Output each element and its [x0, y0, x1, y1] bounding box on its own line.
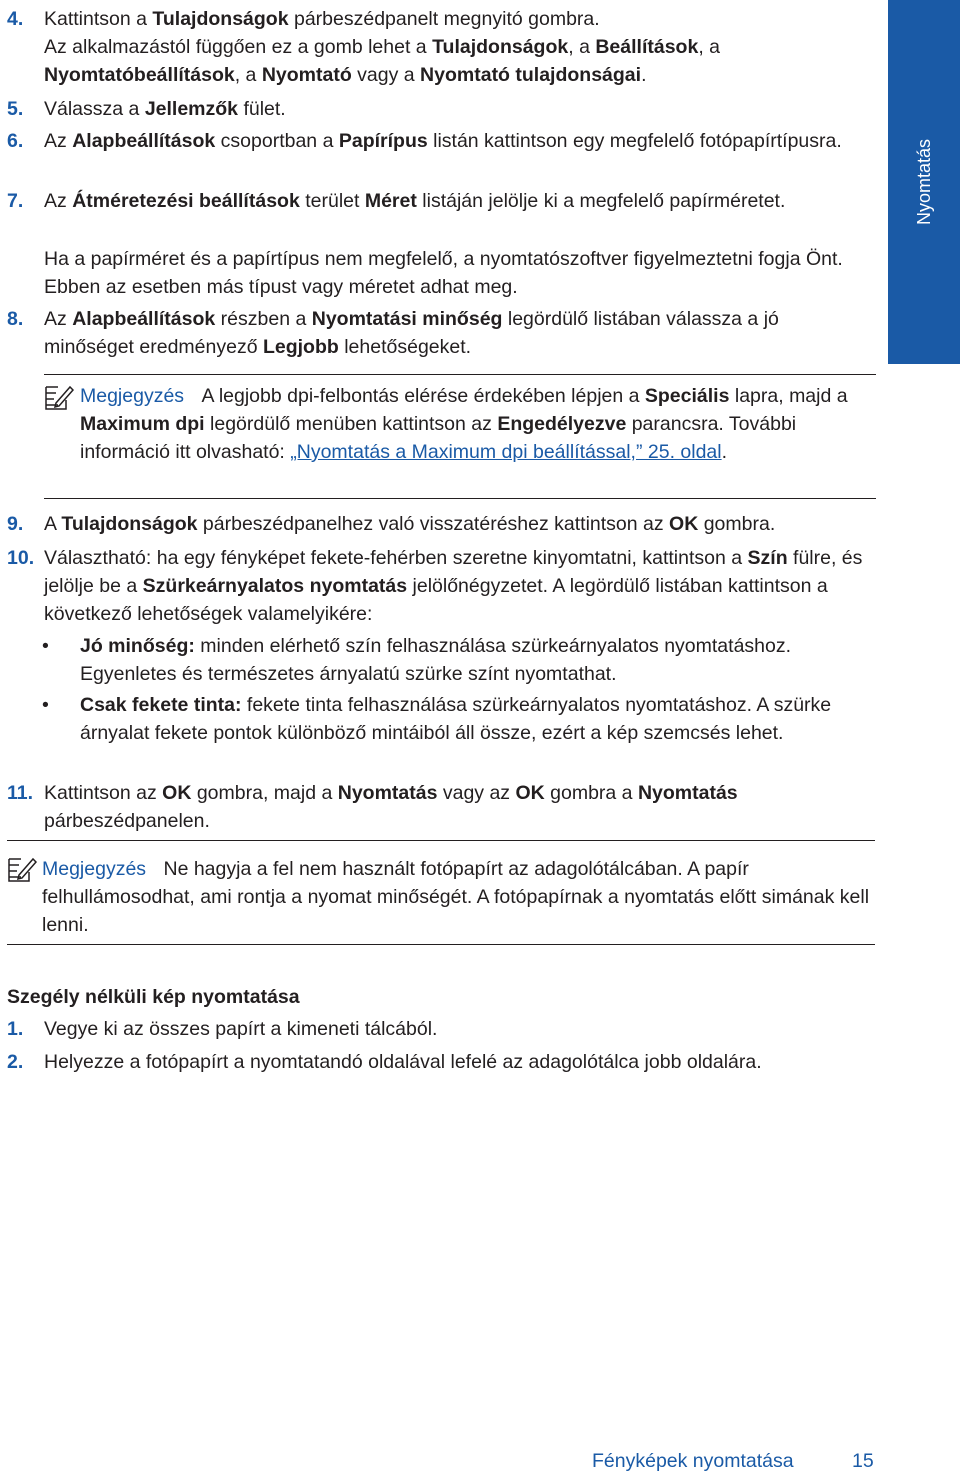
step-8-text: Az Alapbeállítások részben a Nyomtatási minőség legördülő listában válassza a jó minőséget eredményező Legjobb lehetőségeket.: [44, 308, 779, 358]
step-number-5: 5.: [7, 98, 24, 120]
note-2-body: Megjegyzés Ne hagyja a fel nem használt fotópapírt az adagolótálcában. A papír felhullámosodhat, ami rontja a nyomat minőségét. A fotópapírnak a nyomtatás előtt simának kell lenni.: [42, 858, 870, 936]
note-1-body: Megjegyzés A legjobb dpi-felbontás elérése érdekében lépjen a Speciális lapra, majd a Maximum dpi legördülő menüben kattintson az Engedélyezve parancsra. További információ itt olvasható: „Nyomtatás a Maximum dpi beállítással,” 25. oldal.: [80, 385, 848, 463]
section-step-1-text: Vegye ki az összes papírt a kimeneti tálcából.: [44, 1018, 438, 1040]
step-10-text: Választható: ha egy fényképet fekete-fehérben szeretne kinyomtatni, kattintson a Szín fülre, és jelölje be a Szürkeárnyalatos nyomtatás jelölőnégyzetet. A legördülő listában kattintson a következő lehetőségek valamelyikére:: [44, 547, 863, 625]
note-1-bottom-rule: [44, 498, 876, 499]
step-7-subtext: Ha a papírméret és a papírtípus nem megfelelő, a nyomtatószoftver figyelmeztetni fogja Önt. Ebben az esetben más típust vagy méretet adhat meg.: [44, 248, 843, 298]
footer-chapter-title: Fényképek nyomtatása: [592, 1450, 794, 1472]
step-number-11: 11.: [7, 782, 34, 804]
step-7-text: Az Átméretezési beállítások terület Méret listáján jelölje ki a megfelelő papírméretet.: [44, 190, 786, 212]
step-number-7: 7.: [7, 190, 24, 212]
note-icon: [44, 384, 74, 410]
bullet-dot: •: [42, 694, 49, 716]
step-9-text: A Tulajdonságok párbeszédpanelhez való visszatéréshez kattintson az OK gombra.: [44, 513, 776, 535]
step-4-subtext: Az alkalmazástól függően ez a gomb lehet a Tulajdonságok, a Beállítások, a Nyomtatóbeállítások, a Nyomtató vagy a Nyomtató tulajdonságai.: [44, 36, 720, 86]
note-1-label: Megjegyzés: [80, 385, 185, 407]
note-2-bottom-rule: [7, 944, 875, 945]
bullet-item-2: Csak fekete tinta: fekete tinta felhasználása szürkeárnyalatos nyomtatáshoz. A szürke árnyalat fekete pontok különböző mintáiból áll össze, ezért a kép szemcsés lehet.: [80, 694, 832, 744]
step-number-4: 4.: [7, 8, 24, 30]
section-title: Szegély nélküli kép nyomtatása: [7, 986, 300, 1008]
side-tab-label: Nyomtatás: [914, 138, 934, 226]
section-step-number-2: 2.: [7, 1051, 24, 1073]
step-number-6: 6.: [7, 130, 24, 152]
section-step-2-text: Helyezze a fotópapírt a nyomtatandó oldalával lefelé az adagolótálca jobb oldalára.: [44, 1051, 762, 1073]
note-1-top-rule: [44, 374, 876, 375]
step-6-text: Az Alapbeállítások csoportban a Papírípus listán kattintson egy megfelelő fotópapírtípusra.: [44, 130, 842, 152]
step-number-8: 8.: [7, 308, 24, 330]
step-number-10: 10.: [7, 547, 35, 569]
note-1-link[interactable]: „Nyomtatás a Maximum dpi beállítással,” 25. oldal: [290, 441, 722, 463]
step-number-9: 9.: [7, 513, 24, 535]
step-5-text: Válassza a Jellemzők fület.: [44, 98, 286, 120]
note-2-label: Megjegyzés: [42, 858, 147, 880]
step-11-text: Kattintson az OK gombra, majd a Nyomtatás vagy az OK gombra a Nyomtatás párbeszédpanelen.: [44, 782, 738, 832]
bullet-dot: •: [42, 635, 49, 657]
section-step-number-1: 1.: [7, 1018, 24, 1040]
bullet-item-1: Jó minőség: minden elérhető szín felhasználása szürkeárnyalatos nyomtatáshoz. Egyenletes és természetes árnyalatú szürke színt nyomtathat.: [80, 635, 792, 685]
side-section-tab: [888, 0, 960, 364]
note-2-top-rule: [7, 840, 875, 841]
note-icon: [7, 856, 37, 882]
step-4-text: Kattintson a Tulajdonságok párbeszédpanelt megnyitó gombra.: [44, 8, 600, 30]
footer-page-number: 15: [852, 1450, 874, 1472]
